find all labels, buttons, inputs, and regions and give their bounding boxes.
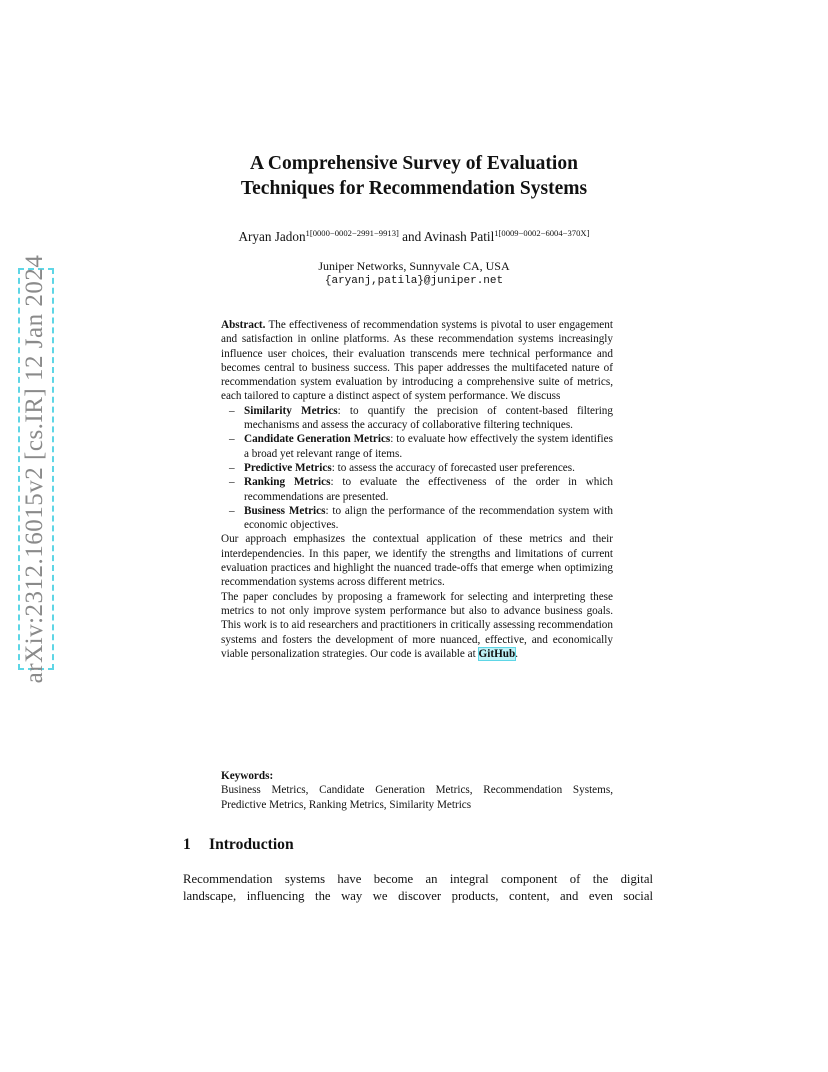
intro-line-2: landscape, influencing the way we discover products, content, and even social (183, 888, 653, 903)
metric-term: Candidate Generation Metrics (244, 433, 391, 446)
dash-bullet-icon: – (229, 461, 235, 474)
list-item (229, 461, 613, 475)
metric-term: Predictive Metrics (244, 461, 332, 474)
keywords-label: Keywords: (221, 770, 274, 782)
metric-term: Ranking Metrics (244, 476, 331, 489)
author-name: Avinash Patil (423, 229, 495, 244)
abstract-paragraph-3 (221, 590, 613, 661)
metric-list (221, 404, 613, 533)
github-link[interactable]: GitHub (478, 647, 516, 660)
dash-bullet-icon: – (229, 476, 235, 489)
abstract-end-period: . (515, 647, 519, 660)
metric-desc: : to align the performance of the recommendation system with economic objectives. (244, 504, 613, 532)
title-line-2: Techniques for Recommendation Systems (240, 178, 588, 199)
list-item (229, 475, 613, 504)
arxiv-identifier[interactable]: arXiv:2312.16015v2 [cs.IR] 12 Jan 2024 (21, 254, 48, 684)
author-orcid[interactable]: 1[0000−0002−2991−9913] (305, 228, 399, 238)
affiliation-block (0, 259, 828, 289)
abstract-label: Abstract. (221, 319, 266, 331)
author-list (0, 228, 828, 245)
list-item (229, 504, 613, 533)
introduction-text (183, 871, 653, 904)
list-item (229, 404, 613, 433)
dash-bullet-icon: – (229, 404, 235, 417)
metric-term: Similarity Metrics (244, 404, 338, 417)
abstract-paragraph-3-text: The paper concludes by proposing a framework for selecting and interpreting these metrics to not only improve system performance but also to advance business goals. This work is to aid researchers and practitioners in critically assessing recommendation systems and fosters the development of more nuanced, effective, and economically viable personalization strategies. Our code is available at (221, 590, 613, 660)
list-item (229, 432, 613, 461)
metric-desc: : to assess the accuracy of forecasted user preferences. (331, 461, 575, 474)
section-heading (183, 836, 294, 854)
metric-desc: : to evaluate how effectively the system identifies a broad yet relevant range of items. (244, 433, 613, 460)
affiliation: Juniper Networks, Sunnyvale CA, USA (318, 259, 510, 273)
abstract-paragraph-2: Our approach emphasizes the contextual application of these metrics and their interdependencies. In this paper, we identify the strengths and limitations of current evaluation practices and highlight the nuanced trade-offs that emerge when optimizing recommendation systems across different metrics. (221, 533, 613, 589)
dash-bullet-icon: – (229, 433, 235, 446)
author-emails[interactable]: {aryanj,patila}@juniper.net (324, 275, 504, 287)
metric-desc: : to evaluate the effectiveness of the order in which recommendations are presented. (244, 476, 613, 503)
abstract-intro-text: The effectiveness of recommendation systems is pivotal to user engagement and satisfaction in online platforms. As these recommendation systems increasingly influence user choices, their evaluation transcends mere technical performance and becomes central to business success. This paper addresses the multifaceted nature of recommendation system evaluation by introducing a comprehensive suite of metrics, each tailored to capture a distinct aspect of system performance. We discuss (221, 319, 613, 403)
author-orcid[interactable]: 1[0009−0002−6004−370X] (494, 228, 590, 238)
keywords-text: Business Metrics, Candidate Generation Metrics, Recommendation Systems, Predictive Metrics, Ranking Metrics, Similarity Metrics (221, 784, 613, 811)
section-title: Introduction (209, 836, 294, 853)
metric-desc: : to quantify the precision of content-based filtering mechanisms and assess the accuracy of collaborative filtering techniques. (244, 404, 613, 432)
abstract (221, 318, 613, 661)
title-line-1: A Comprehensive Survey of Evaluation (250, 153, 578, 174)
metric-term: Business Metrics (244, 504, 326, 517)
dash-bullet-icon: – (229, 504, 235, 517)
author-name: Aryan Jadon (238, 229, 306, 244)
author-conjunction: and (402, 229, 422, 244)
section-number: 1 (183, 836, 191, 853)
intro-line-1: Recommendation systems have become an integral component of the digital (183, 872, 653, 886)
paper-title (0, 151, 828, 201)
abstract-intro (221, 318, 613, 404)
keywords (221, 769, 613, 812)
